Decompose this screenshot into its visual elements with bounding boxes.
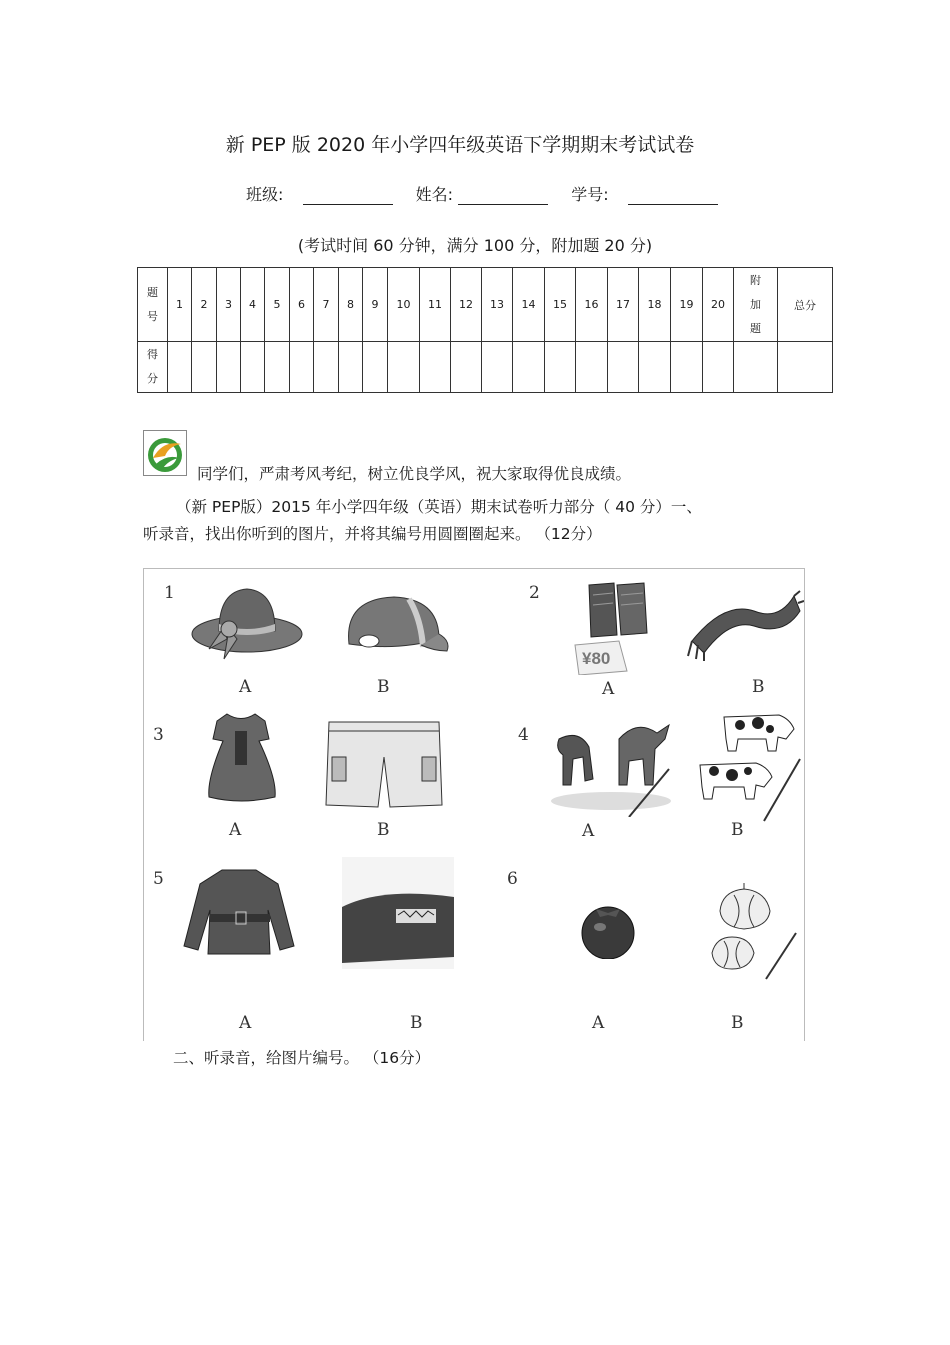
option-label: B [731,1013,744,1033]
score-cell[interactable] [363,342,388,393]
intro-line-1: （新 PEP版）2015 年小学四年级（英语）期末试卷听力部分（ 40 分）一、 [176,498,702,516]
score-cell[interactable] [217,342,241,393]
class-field[interactable] [303,186,393,205]
option-label: B [410,1013,423,1033]
score-cell[interactable] [513,342,545,393]
column-header: 5 [265,268,290,342]
option-label: B [377,677,390,697]
class-label: 班级: [246,185,284,204]
score-cell[interactable] [703,342,734,393]
option-label: A [239,1013,252,1033]
coat-icon[interactable] [182,866,297,961]
column-header: 9 [363,268,388,342]
column-header: 7 [314,268,339,342]
table-header-row [138,268,833,342]
option-label: B [752,677,765,697]
score-row [138,342,833,393]
score-cell[interactable] [545,342,576,393]
sweater-icon[interactable] [342,857,454,969]
name-field[interactable] [458,186,548,205]
column-header: 16 [576,268,608,342]
column-header: 2 [192,268,217,342]
cows-icon[interactable] [694,709,804,824]
option-label: A [602,679,615,699]
shorts-icon[interactable] [324,717,444,812]
option-label: A [239,677,252,697]
horses-icon[interactable] [549,709,674,817]
column-header: 14 [513,268,545,342]
score-table [137,267,833,393]
id-field[interactable] [628,186,718,205]
option-label: A [582,821,595,841]
option-label: B [731,820,744,840]
school-logo-icon [143,430,187,476]
id-label: 学号: [571,185,609,204]
name-label: 姓名: [415,185,453,204]
score-cell[interactable] [671,342,703,393]
option-label: B [377,820,390,840]
section1-intro [143,494,808,548]
score-cell[interactable] [388,342,420,393]
score-cell[interactable] [314,342,339,393]
score-cell[interactable] [192,342,217,393]
score-cell[interactable] [420,342,451,393]
item-number: 4 [518,725,529,745]
score-cell[interactable] [339,342,363,393]
student-info [246,182,718,205]
price-tag: ¥80 [582,649,611,668]
column-header: 17 [608,268,639,342]
score-cell[interactable] [241,342,265,393]
score-cell[interactable] [639,342,671,393]
item-number: 1 [164,583,175,603]
item-number: 3 [153,725,164,745]
column-header: 19 [671,268,703,342]
intro-line-2: 听录音，找出你听到的图片，并将其编号用圆圈圈起来。 （12分） [143,525,602,543]
section2-heading: 二、听录音，给图片编号。 （16分） [173,1049,431,1067]
page-title: 新 PEP 版 2020 年小学四年级英语下学期期末考试试卷 [225,134,695,156]
item-number: 5 [153,869,164,889]
column-header: 11 [420,268,451,342]
column-header: 8 [339,268,363,342]
total-score-cell[interactable] [778,342,833,393]
column-header: 12 [451,268,482,342]
column-header: 6 [290,268,314,342]
option-label: A [592,1013,605,1033]
column-header: 18 [639,268,671,342]
dress-icon[interactable] [199,709,284,804]
item-number: 6 [507,869,518,889]
picture-panel [143,568,805,1041]
column-header: 13 [482,268,513,342]
column-header: 15 [545,268,576,342]
question-number-label: 题 号 [138,268,168,342]
column-header: 1 [168,268,192,342]
tomato-icon[interactable] [576,899,641,959]
score-cell[interactable] [608,342,639,393]
score-cell[interactable] [451,342,482,393]
column-header: 3 [217,268,241,342]
hat-icon[interactable] [189,579,304,679]
score-cell[interactable] [265,342,290,393]
scarf-icon[interactable] [684,581,804,661]
exam-note: (考试时间 60 分钟，满分 100 分，附加题 20 分) [297,236,653,255]
score-cell[interactable] [290,342,314,393]
score-label: 得 分 [138,342,168,393]
column-header: 4 [241,268,265,342]
score-cell[interactable] [576,342,608,393]
column-header: 10 [388,268,420,342]
cap-icon[interactable] [339,589,454,669]
column-header: 20 [703,268,734,342]
onions-icon[interactable] [704,881,804,981]
item-number: 2 [529,583,540,603]
total-header: 总分 [778,268,833,342]
score-cell[interactable] [482,342,513,393]
bonus-score-cell[interactable] [734,342,778,393]
bonus-header: 附 加 题 [734,268,778,342]
option-label: A [229,820,242,840]
score-cell[interactable] [168,342,192,393]
motto-text: 同学们，严肃考风考纪，树立优良学风，祝大家取得优良成绩。 [197,465,632,483]
